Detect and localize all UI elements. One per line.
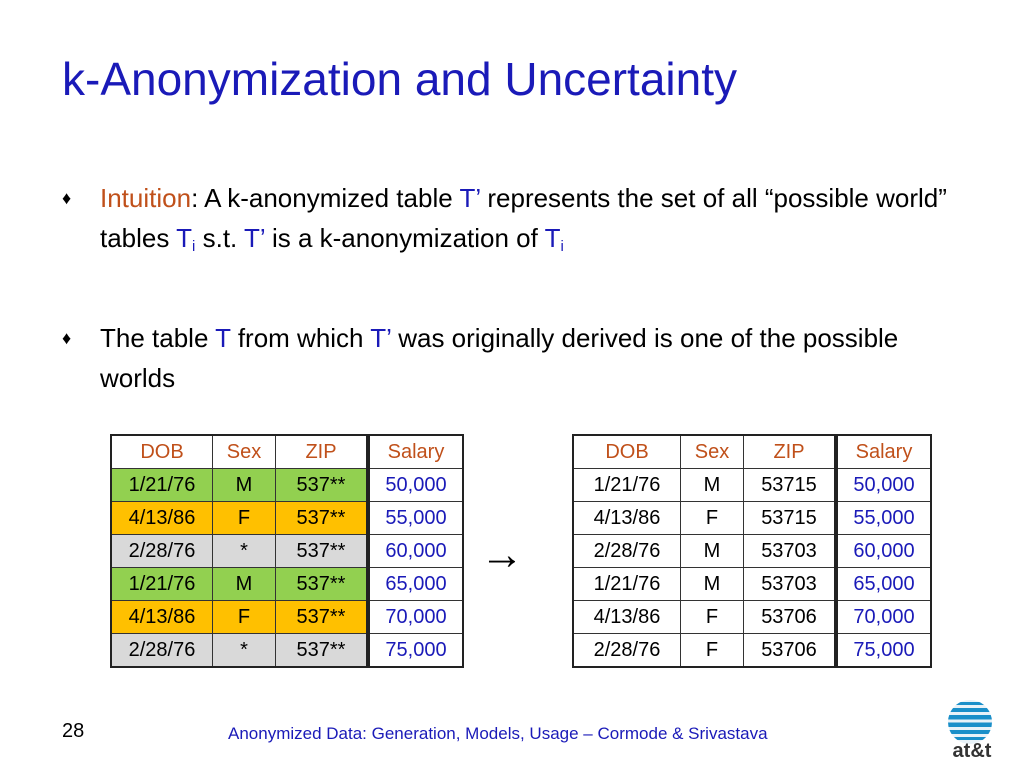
cell-dob: 1/21/76 bbox=[573, 469, 681, 502]
cell-zip: 537** bbox=[276, 634, 369, 668]
cell-salary: 70,000 bbox=[368, 601, 463, 634]
slide-title: k-Anonymization and Uncertainty bbox=[62, 53, 737, 105]
cell-zip: 53706 bbox=[744, 601, 837, 634]
cell-zip: 537** bbox=[276, 601, 369, 634]
diamond-bullet-icon: ♦ bbox=[62, 328, 72, 348]
table-row bbox=[573, 469, 931, 502]
footer-text: Anonymized Data: Generation, Models, Usage – Cormode & Srivastava bbox=[228, 724, 768, 743]
cell-salary: 50,000 bbox=[836, 469, 931, 502]
bullet1-text: s.t. bbox=[195, 223, 245, 253]
bullet1-text: : A k-anonymized table bbox=[191, 183, 460, 213]
cell-zip: 537** bbox=[276, 502, 369, 535]
cell-dob: 2/28/76 bbox=[111, 634, 213, 668]
bullet1-text: represents the set of all “possible world” tables bbox=[100, 183, 947, 253]
bullet-intuition bbox=[62, 178, 962, 258]
cell-sex: M bbox=[213, 469, 276, 502]
cell-salary: 55,000 bbox=[368, 502, 463, 535]
cell-sex: M bbox=[213, 568, 276, 601]
cell-dob: 1/21/76 bbox=[111, 469, 213, 502]
header-dob: DOB bbox=[111, 435, 213, 469]
bullet1-text: is a k-anonymization of bbox=[264, 223, 545, 253]
table-row bbox=[111, 535, 463, 568]
cell-sex: F bbox=[681, 502, 744, 535]
tprime-symbol: T’ bbox=[459, 183, 481, 213]
cell-sex: M bbox=[681, 568, 744, 601]
tprime-symbol: T’ bbox=[370, 323, 391, 353]
anonymized-table bbox=[110, 434, 464, 668]
cell-sex: * bbox=[213, 535, 276, 568]
cell-salary: 75,000 bbox=[368, 634, 463, 668]
cell-sex: F bbox=[213, 601, 276, 634]
cell-dob: 4/13/86 bbox=[111, 502, 213, 535]
page-number: 28 bbox=[62, 720, 85, 742]
cell-zip: 537** bbox=[276, 469, 369, 502]
cell-salary: 60,000 bbox=[368, 535, 463, 568]
bullet2-text: from which bbox=[230, 323, 371, 353]
cell-salary: 65,000 bbox=[368, 568, 463, 601]
cell-sex: F bbox=[681, 601, 744, 634]
original-table bbox=[572, 434, 932, 668]
table-row bbox=[111, 568, 463, 601]
table-row bbox=[573, 535, 931, 568]
cell-salary: 50,000 bbox=[368, 469, 463, 502]
table-row bbox=[573, 568, 931, 601]
cell-zip: 53703 bbox=[744, 568, 837, 601]
header-dob: DOB bbox=[573, 435, 681, 469]
cell-zip: 53715 bbox=[744, 469, 837, 502]
table-row bbox=[111, 634, 463, 668]
cell-salary: 60,000 bbox=[836, 535, 931, 568]
table-row bbox=[573, 601, 931, 634]
cell-dob: 1/21/76 bbox=[111, 568, 213, 601]
cell-dob: 2/28/76 bbox=[573, 535, 681, 568]
cell-salary: 75,000 bbox=[836, 634, 931, 668]
cell-sex: M bbox=[681, 535, 744, 568]
bullet2-text: The table bbox=[100, 323, 216, 353]
right-arrow-icon: → bbox=[480, 530, 524, 579]
cell-zip: 53706 bbox=[744, 634, 837, 668]
cell-dob: 2/28/76 bbox=[573, 634, 681, 668]
table-row bbox=[111, 469, 463, 502]
cell-dob: 4/13/86 bbox=[111, 601, 213, 634]
cell-zip: 53703 bbox=[744, 535, 837, 568]
cell-sex: F bbox=[213, 502, 276, 535]
table-row bbox=[111, 601, 463, 634]
table-row bbox=[111, 502, 463, 535]
header-zip: ZIP bbox=[276, 435, 369, 469]
att-logo-text: at&t bbox=[952, 740, 992, 762]
cell-zip: 537** bbox=[276, 568, 369, 601]
cell-dob: 1/21/76 bbox=[573, 568, 681, 601]
diamond-bullet-icon: ♦ bbox=[62, 188, 72, 208]
table-row bbox=[573, 634, 931, 668]
header-zip: ZIP bbox=[744, 435, 837, 469]
intuition-label: Intuition bbox=[100, 183, 192, 213]
cell-zip: 537** bbox=[276, 535, 369, 568]
cell-sex: F bbox=[681, 634, 744, 668]
cell-dob: 4/13/86 bbox=[573, 601, 681, 634]
ti-symbol: $T_i$ bbox=[544, 223, 564, 255]
bullet-possible-worlds bbox=[62, 318, 962, 398]
cell-salary: 55,000 bbox=[836, 502, 931, 535]
table-header-row bbox=[573, 435, 931, 469]
cell-salary: 70,000 bbox=[836, 601, 931, 634]
cell-salary: 65,000 bbox=[836, 568, 931, 601]
cell-sex: * bbox=[213, 634, 276, 668]
table-row bbox=[573, 502, 931, 535]
t-symbol: T bbox=[215, 323, 231, 353]
cell-zip: 53715 bbox=[744, 502, 837, 535]
table-header-row bbox=[111, 435, 463, 469]
cell-dob: 2/28/76 bbox=[111, 535, 213, 568]
header-salary: Salary bbox=[368, 435, 463, 469]
tprime-symbol: T’ bbox=[244, 223, 265, 253]
header-sex: Sex bbox=[213, 435, 276, 469]
cell-sex: M bbox=[681, 469, 744, 502]
header-sex: Sex bbox=[681, 435, 744, 469]
cell-dob: 4/13/86 bbox=[573, 502, 681, 535]
bullet2-text: was originally derived is one of the possible worlds bbox=[100, 323, 899, 393]
ti-symbol: $T_i$ bbox=[176, 223, 196, 255]
header-salary: Salary bbox=[836, 435, 931, 469]
